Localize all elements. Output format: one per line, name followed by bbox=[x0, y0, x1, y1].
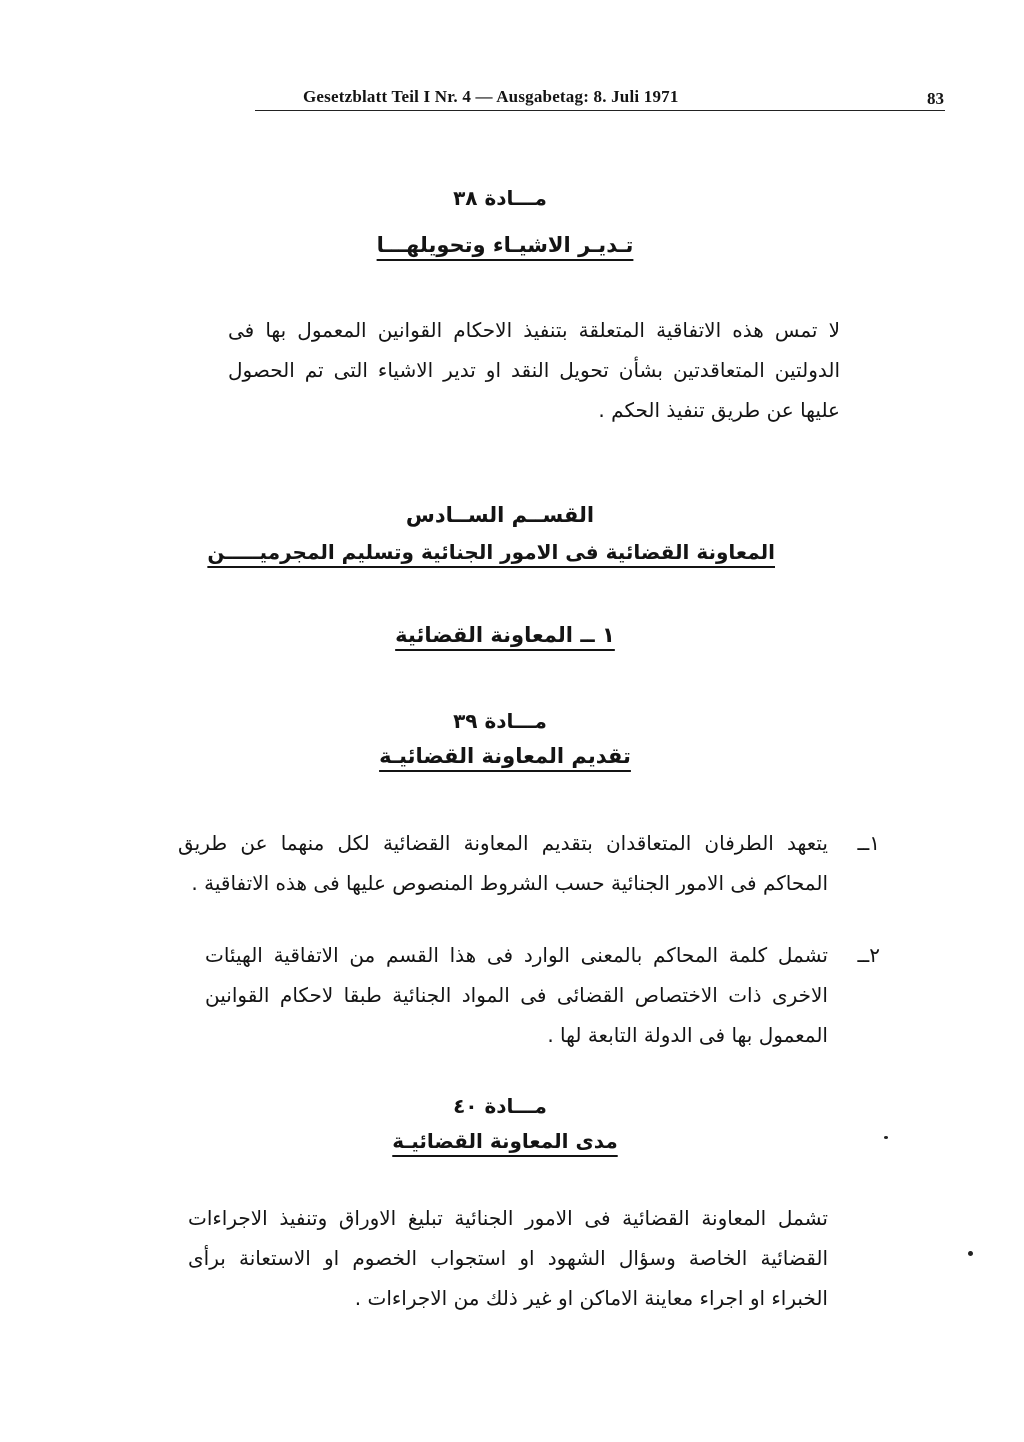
header-rule bbox=[255, 110, 945, 111]
article-39-title: تقديم المعاونة القضائيـة bbox=[379, 744, 631, 768]
item-text: تشمل كلمة المحاكم بالمعنى الوارد فى هذا القسم من الاتفاقية الهيئات الاخرى ذات الاختصاص القضائى فى المواد الجنائية طبقا لاحكام القوانين المعمول بها فى الدولة التابعة لها . bbox=[205, 943, 828, 1047]
article-40-text: تشمل المعاونة القضائية فى الامور الجنائية تبليغ الاوراق وتنفيذ الاجراءات القضائية الخاصة وسؤال الشهود او استجواب الخصوم او الاستعانة برأى الخبراء او اجراء معاينة الاماكن او غير ذلك من الاجراءات . bbox=[188, 1206, 828, 1310]
article-39-item-2 bbox=[205, 935, 880, 1055]
article-40-title: مدى المعاونة القضائيـة bbox=[392, 1129, 618, 1153]
item-number: ١ــ bbox=[857, 831, 880, 855]
article-39-heading: مـــادة ٣٩ bbox=[453, 709, 547, 733]
item-number: ٢ــ bbox=[857, 943, 880, 967]
article-38-heading: مـــادة ٣٨ bbox=[453, 186, 547, 210]
article-38-text: لا تمس هذه الاتفاقية المتعلقة بتنفيذ الاحكام القوانين المعمول بها فى الدولتين المتعاقدتين بشأن تحويل النقد او تدير الاشياء التى تم الحصول عليها عن طريق تنفيذ الحكم . bbox=[228, 318, 840, 422]
scan-speck bbox=[968, 1251, 973, 1256]
page-number: 83 bbox=[927, 89, 944, 108]
section-6-title: المعاونة القضائية فى الامور الجنائية وتسليم المجرميـــــن bbox=[207, 540, 775, 564]
article-40-heading: مـــادة ٤٠ bbox=[453, 1094, 547, 1118]
article-39-item-1 bbox=[178, 823, 880, 903]
section-6-heading: القســم الســادس bbox=[405, 503, 595, 527]
scan-speck bbox=[884, 1136, 888, 1139]
item-text: يتعهد الطرفان المتعاقدان بتقديم المعاونة القضائية لكل منهما عن طريق المحاكم فى الامور الجنائية حسب الشروط المنصوص عليها فى هذه الاتفاقية . bbox=[178, 831, 828, 895]
subsection-1-title: ١ ــ المعاونة القضائية bbox=[395, 623, 615, 647]
running-header: Gesetzblatt Teil I Nr. 4 — Ausgabetag: 8. Juli 1971 bbox=[303, 87, 679, 106]
article-38-title: تـديـر الاشيـاء وتحويلهـــا bbox=[376, 233, 634, 257]
